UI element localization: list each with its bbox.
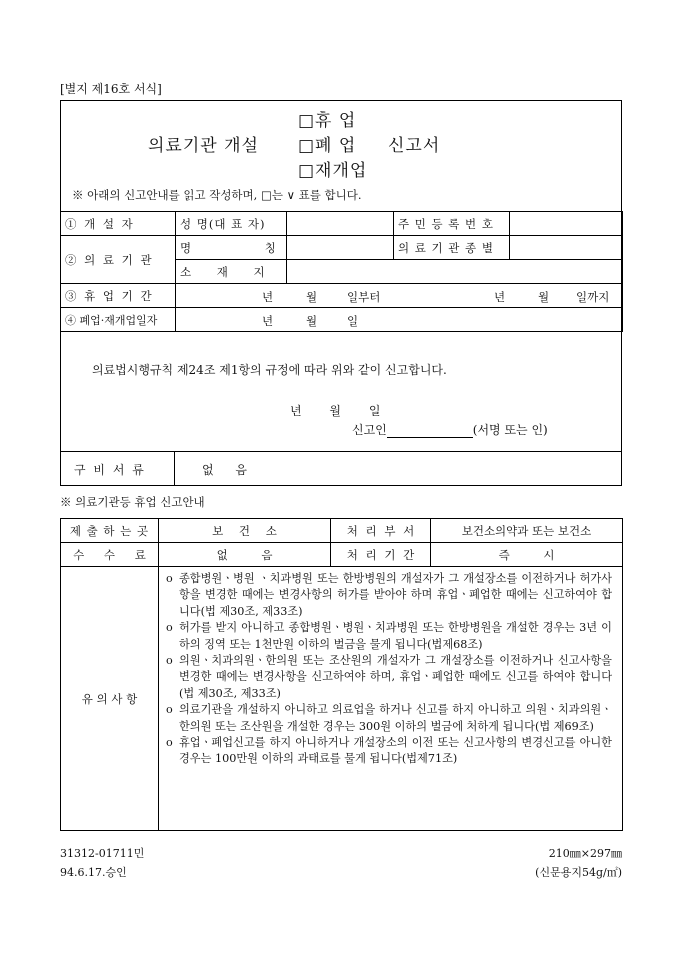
institution-type-label: 의 료 기 관 종 별 xyxy=(394,236,510,260)
guide-heading: ※ 의료기관등 휴업 신고안내 xyxy=(60,495,205,509)
address-label: 소 재 지 xyxy=(176,260,287,284)
option-reopening[interactable]: □재개업 xyxy=(298,161,368,181)
title-prefix: 의료기관 개설 xyxy=(148,136,259,156)
dept-label: 처 리 부 서 xyxy=(331,519,431,543)
applicant-table xyxy=(60,211,623,332)
rep-name-label: 성 명(대 표 자) xyxy=(176,212,287,236)
closure-date-input[interactable] xyxy=(176,308,623,332)
docs-label-cell xyxy=(60,451,175,486)
fee-label: 수 수 료 xyxy=(61,543,159,567)
rep-name-input[interactable] xyxy=(287,212,394,236)
period-value: 즉 시 xyxy=(431,543,623,567)
note-item: o 종합병원ㆍ병원 ㆍ치과병원 또는 한방병원의 개설자가 그 개설장소를 이전하거나 허가사항을 변경한 때에는 변경사항의 허가를 받아야 하며 휴업ㆍ폐업한 때에는 신고하여야 합니다(법 제30조, 제33조) xyxy=(165,571,612,620)
signer-suffix: (서명 또는 인) xyxy=(472,423,548,437)
institution-label: ② 의 료 기 관 xyxy=(61,236,176,284)
period-month-2: 월 xyxy=(538,290,550,304)
date-year: 년 xyxy=(262,314,274,328)
dept-value: 보건소의약과 또는 보건소 xyxy=(431,519,623,543)
signer-label: 신고인 xyxy=(352,423,387,437)
docs-value: 없 음 xyxy=(202,463,247,477)
resident-no-label: 주 민 등 록 번 호 xyxy=(394,212,510,236)
option-closure[interactable]: □폐 업 xyxy=(298,136,357,156)
period-year-1: 년 xyxy=(262,290,274,304)
submit-to-value: 보 건 소 xyxy=(159,519,331,543)
title-suffix: 신고서 xyxy=(388,136,441,156)
address-input[interactable] xyxy=(287,260,623,284)
closure-period-input[interactable] xyxy=(176,284,623,308)
notes-list xyxy=(165,571,612,768)
paper-type: (신문용지54g/㎡) xyxy=(535,866,622,879)
period-month-1: 월 xyxy=(306,290,318,304)
institution-type-input[interactable] xyxy=(510,236,623,260)
form-id: [별지 제16호 서식] xyxy=(60,82,162,96)
period-day-2: 일까지 xyxy=(576,290,610,304)
note-item: o 허가를 받지 아니하고 종합병원ㆍ병원ㆍ치과병원 또는 한방병원을 개설한 경우는 3년 이하의 징역 또는 1천만원 이하의 벌금을 물게 됩니다(법제68조) xyxy=(165,620,612,653)
note-item: o 의원ㆍ치과의원ㆍ한의원 또는 조산원의 개설자가 그 개설장소를 이전하거나 신고사항을 변경한 때에는 변경사항을 신고하여야 하며, 휴업ㆍ폐업한 때에도 신고를 하여야 합니다(법 제30조, 제33조) xyxy=(165,653,612,702)
institution-name-label: 명 칭 xyxy=(176,236,287,260)
notes-cell xyxy=(159,567,623,831)
signer-line xyxy=(352,421,548,438)
closure-period-label: ③ 휴 업 기 간 xyxy=(61,284,176,308)
note-item: o 의료기관을 개설하지 아니하고 의료업을 하거나 신고를 하지 아니하고 의원ㆍ치과의원ㆍ한의원 또는 조산원을 개설한 경우는 300원 이하의 벌금에 처하게 됩니다(법 제69조) xyxy=(165,702,612,735)
date-month: 월 xyxy=(306,314,318,328)
signer-name-field[interactable] xyxy=(387,426,473,438)
declaration-text: 의료법시행규칙 제24조 제1항의 규정에 따라 위와 같이 신고합니다. xyxy=(92,363,447,377)
resident-no-input[interactable] xyxy=(510,212,623,236)
period-year-2: 년 xyxy=(494,290,506,304)
notice-text: ※ 아래의 신고안내를 읽고 작성하며, □는 ∨ 표를 합니다. xyxy=(72,188,362,202)
submit-to-label: 제 출 하 는 곳 xyxy=(61,519,159,543)
docs-label: 구 비 서 류 xyxy=(74,463,146,477)
period-day-1: 일부터 xyxy=(347,290,381,304)
period-label: 처 리 기 간 xyxy=(331,543,431,567)
report-date: 년 월 일 xyxy=(290,404,381,418)
founder-label: ① 개 설 자 xyxy=(61,212,176,236)
date-day: 일 xyxy=(347,314,359,328)
note-item: o 휴업ㆍ폐업신고를 하지 아니하거나 개설장소의 이전 또는 신고사항의 변경신고를 아니한 경우는 100만원 이하의 과태료를 물게 됩니다(법제71조) xyxy=(165,735,612,768)
form-code: 31312-01711민 xyxy=(60,847,145,860)
approval-date: 94.6.17.승인 xyxy=(60,866,127,879)
guide-table xyxy=(60,518,623,831)
fee-value: 없 음 xyxy=(159,543,331,567)
closure-date-label: ④ 폐업·재개업일자 xyxy=(61,308,176,332)
notes-label: 유 의 사 항 xyxy=(61,567,159,831)
paper-size: 210㎜×297㎜ xyxy=(548,847,622,860)
option-temporary-closure[interactable]: □휴 업 xyxy=(298,111,357,131)
institution-name-input[interactable] xyxy=(287,236,394,260)
